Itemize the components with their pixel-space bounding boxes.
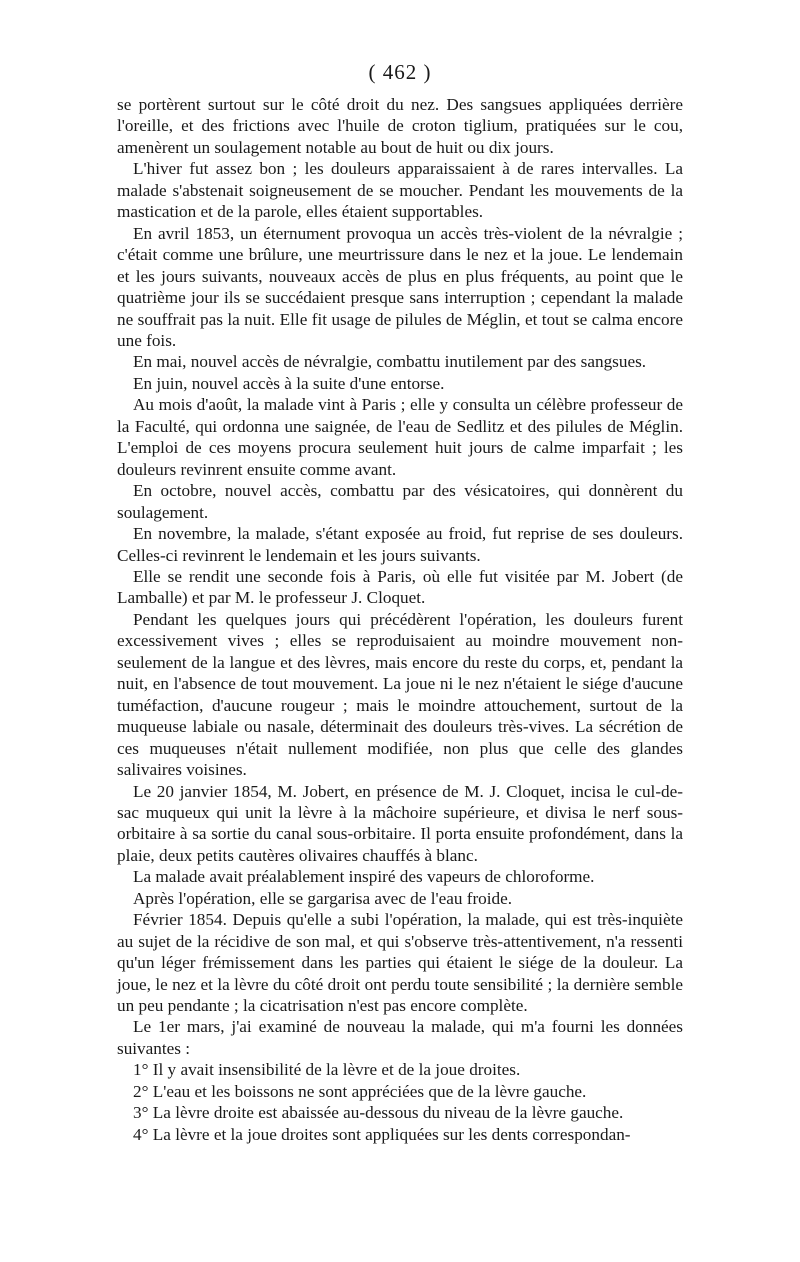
page-number: ( 462 ) xyxy=(368,60,432,84)
paragraph: La malade avait préalablement inspiré des vapeurs de chloroforme. xyxy=(133,867,595,887)
paragraph: En avril 1853, un éternument provoqua un accès très-violent de la névralgie ; c'était comme une brûlure, une meurtrissure dans le nez et la joue. Le lendemain et les jours suivants, nouveaux accès de plus en plus fréquents, au point que le quatrième jour ils se succédaient presque sans interruption ; cependant la malade ne souffrait pas la nuit. Elle fit usage de pilules de Méglin, et tout se calma encore une fois. xyxy=(117,223,683,350)
list-item: 2° L'eau et les boissons ne sont appréciées que de la lèvre gauche. xyxy=(133,1081,587,1101)
paragraph: Le 20 janvier 1854, M. Jobert, en présence de M. J. Cloquet, incisa le cul-de-sac muqueux qui unit la lèvre à la mâchoire supérieure, et divisa le nerf sous-orbitaire à sa sortie du canal sous-orbitaire. Il porta ensuite profondément, dans la plaie, deux petits cautères olivaires chauffés à blanc. xyxy=(117,781,683,865)
paragraph: Le 1er mars, j'ai examiné de nouveau la malade, qui m'a fourni les données suivantes : xyxy=(117,1017,683,1058)
body-text xyxy=(117,94,683,1145)
list-item: 3° La lèvre droite est abaissée au-dessous du niveau de la lèvre gauche. xyxy=(133,1103,624,1123)
list-item: 4° La lèvre et la joue droites sont appliquées sur les dents correspondan- xyxy=(133,1124,631,1144)
paragraph: Pendant les quelques jours qui précédèrent l'opération, les douleurs furent excessivement vives ; elles se reproduisaient au moindre mouvement non-seulement de la langue et des lèvres, mais encore du reste du corps, et, pendant la nuit, en l'absence de tout mouvement. La joue ni le nez n'étaient le siége d'aucune tuméfaction, d'aucune rougeur ; mais le moindre attouchement, surtout de la muqueuse labiale ou nasale, déterminait des douleurs très-vives. La sécrétion de ces muqueuses n'était nullement modifiée, non plus que celle des glandes salivaires voisines. xyxy=(117,609,683,780)
paragraph: Après l'opération, elle se gargarisa avec de l'eau froide. xyxy=(133,888,513,908)
paragraph: Elle se rendit une seconde fois à Paris, où elle fut visitée par M. Jobert (de Lamballe) et par M. le professeur J. Cloquet. xyxy=(117,566,683,608)
paragraph: Février 1854. Depuis qu'elle a subi l'opération, la malade, qui est très-inquiète au sujet de la récidive de son mal, et qui s'observe très-attentivement, n'a ressenti qu'un léger frémissement dans les parties qui étaient le siége de la douleur. La joue, le nez et la lèvre du côté droit ont perdu toute sensibilité ; la dernière semble un peu pendante ; la cicatrisation n'est pas encore complète. xyxy=(117,910,683,1016)
paragraph: L'hiver fut assez bon ; les douleurs apparaissaient à de rares intervalles. La malade s'abstenait soigneusement de se moucher. Pendant les mouvements de la mastication et de la parole, elles étaient supportables. xyxy=(117,159,683,222)
paragraph: En octobre, nouvel accès, combattu par des vésicatoires, qui donnèrent du soulagement. xyxy=(117,481,683,522)
paragraph: En mai, nouvel accès de névralgie, combattu inutilement par des sangsues. xyxy=(133,352,647,372)
list-item: 1° Il y avait insensibilité de la lèvre et de la joue droites. xyxy=(133,1060,521,1080)
paragraph: En juin, nouvel accès à la suite d'une entorse. xyxy=(133,373,445,393)
paragraph: se portèrent surtout sur le côté droit du nez. Des sangsues appliquées derrière l'oreille, et des frictions avec l'huile de croton tiglium, pratiquées sur le cou, amenèrent un soulagement notable au bout de huit ou dix jours. xyxy=(117,95,683,157)
paragraph: En novembre, la malade, s'étant exposée au froid, fut reprise de ses douleurs. Celles-ci revinrent le lendemain et les jours suivants. xyxy=(117,524,683,565)
paragraph: Au mois d'août, la malade vint à Paris ; elle y consulta un célèbre professeur de la Faculté, qui ordonna une saignée, de l'eau de Sedlitz et des pilules de Méglin. L'emploi de ces moyens procura seulement huit jours de calme imparfait ; les douleurs revinrent ensuite comme avant. xyxy=(117,395,683,479)
